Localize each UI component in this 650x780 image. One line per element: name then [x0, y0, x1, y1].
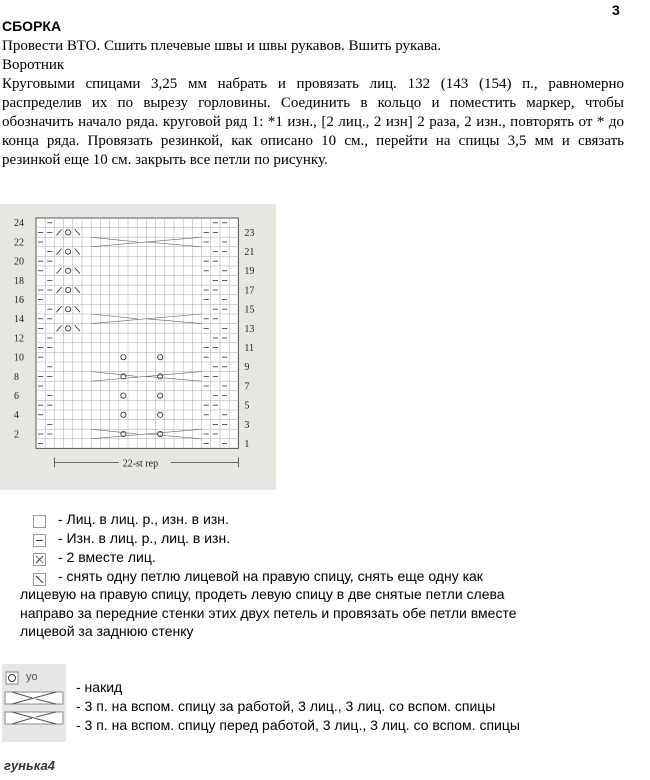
cable-legend-swatch — [2, 664, 66, 742]
chart-row-number-left: 18 — [14, 275, 24, 287]
chart-row-number-right: 3 — [244, 419, 250, 431]
collar-instructions: Круговыми спицами 3,25 мм набрать и провязать лиц. 132 (143 (154) п., равномерно распределив их по вырезу горловины. Соединить в кольцо и поместить маркер, чтобы обозначить начало ряда. круговой ряд 1: *1 изн., [2 лиц., 2 изн] 2 раза, 2 изн., повторять от * до конца ряда. Провязать резинкой, как описано 10 см., перейти на спицы 3,5 мм и связать резинкой еще 10 см. закрыть все петли по рисунку. — [2, 76, 624, 168]
chart-row-number-right: 7 — [244, 381, 250, 393]
legend-ssk-line4: лицевой за заднюю стенку — [20, 623, 194, 639]
repeat-label: 22-st rep — [122, 458, 159, 470]
chart-row-number-left: 10 — [14, 352, 24, 364]
chart-row-number-left: 14 — [14, 314, 24, 326]
chart-row-number-left: 20 — [14, 256, 24, 268]
knitting-chart — [0, 204, 276, 490]
cable-back-icon — [5, 692, 63, 704]
legend-ssk-line3: направо за передние стенки этих двух петель и провязать обе петли вместе — [20, 605, 517, 621]
legend-k2tog: - 2 вместе лиц. — [58, 549, 156, 565]
chart-row-number-left: 24 — [14, 218, 24, 230]
legend-cable-front: - 3 п. на вспом. спицу перед работой, 3 лиц., 3 лиц. со вспом. спицы — [76, 717, 520, 733]
legend-ssk-line2: лицевую на правую спицу, продеть левую спицу в две снятые петли слева — [20, 586, 505, 602]
chart-row-number-left: 2 — [14, 429, 19, 441]
chart-row-number-right: 9 — [244, 362, 250, 374]
legend-purl: - Изн. в лиц. р., лиц. в изн. — [58, 530, 231, 546]
section-heading: СБОРКА — [2, 18, 62, 34]
cable-front-icon — [5, 712, 63, 724]
legend-yo: - накид — [76, 679, 123, 695]
chart-row-number-left: 8 — [14, 371, 19, 383]
chart-row-number-right: 17 — [244, 285, 255, 297]
chart-row-number-left: 12 — [14, 333, 24, 345]
assembly-text: Провести ВТО. Сшить плечевые швы и швы рукавов. Вшить рукава. — [2, 38, 442, 54]
chart-row-number-right: 5 — [244, 400, 250, 412]
chart-row-number-right: 21 — [244, 246, 255, 258]
chart-row-number-left: 16 — [14, 294, 24, 306]
yo-label: yo — [26, 671, 38, 683]
chart-row-number-left: 6 — [14, 390, 19, 402]
chart-row-number-right: 23 — [244, 227, 255, 239]
watermark: гунька4 — [4, 758, 55, 773]
collar-title: Воротник — [2, 57, 65, 73]
chart-row-number-right: 15 — [244, 304, 255, 316]
legend-knit: - Лиц. в лиц. р., изн. в изн. — [58, 511, 229, 527]
chart-row-number-left: 4 — [14, 410, 19, 422]
legend-cable-back: - 3 п. на вспом. спицу за работой, 3 лиц., 3 лиц. со вспом. спицы — [76, 698, 496, 714]
knit-symbol-icon — [33, 515, 46, 528]
chart-row-number-right: 11 — [244, 342, 255, 354]
chart-row-number-right: 19 — [244, 266, 255, 278]
chart-row-number-right: 1 — [244, 438, 250, 450]
legend-ssk-line1: - снять одну петлю лицевой на правую спицу, снять еще одну как — [58, 568, 483, 584]
chart-row-number-right: 13 — [244, 323, 255, 335]
page-number: 3 — [612, 2, 620, 18]
k2tog-symbol-icon — [33, 553, 46, 566]
chart-row-number-left: 22 — [14, 237, 24, 249]
purl-symbol-icon — [33, 534, 46, 547]
